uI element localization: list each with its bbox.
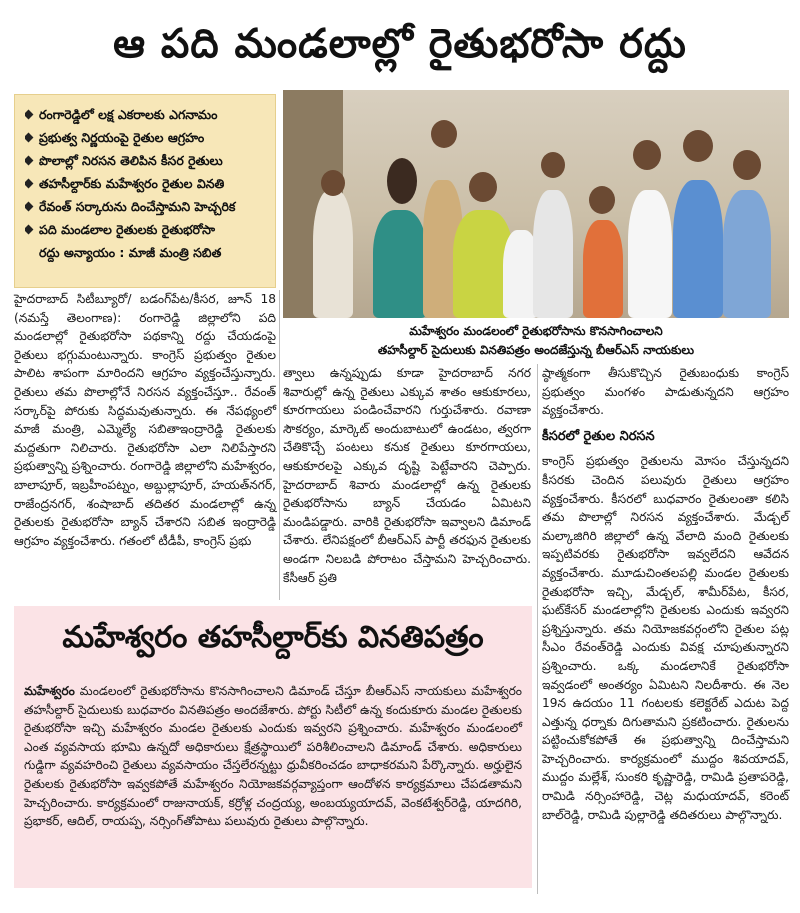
highlight-item: ప్రభుత్వ నిర్ణయంపై రైతుల ఆగ్రహం bbox=[25, 126, 267, 149]
diamond-bullet-icon bbox=[25, 179, 33, 189]
diamond-bullet-icon bbox=[25, 225, 33, 235]
diamond-bullet-icon bbox=[25, 156, 33, 166]
highlights-box bbox=[14, 94, 276, 288]
highlight-item: రేవంత్ సర్కారును దించేస్తామని హెచ్చరిక bbox=[25, 195, 267, 218]
subheading-keesara: కీసరలో రైతుల నిరసన bbox=[542, 428, 655, 444]
article-column-3: ష్ఠాత్మకంగా తీసుకొచ్చిన రైతుబంధుకు కాంగ్రెస్ ప్రభుత్వం మంగళం పాడుతున్నదని ఆగ్రహం వ్యక్తంచేశారు. కీసరలో రైతుల నిరసన కాంగ్రెస్ ప్రభుత్వం రైతులను మోసం చేస్తున్నదని కీసరకు చెందిన పలువురు రైతులు ఆగ్రహం వ్యక్తంచేశారు. కీసరలో బుధవారం రైతులంతా కలిసి తమ పొలాల్లో నిరసన వ్యక్తంచేశారు. మేడ్చల్ మల్కాజిగిరి జిల్లాలో ఉన్న వేలాది మంది రైతులకు ఇప్పటివరకు రైతుభరోసా ఇవ్వలేదని ఆవేదన వ్యక్తంచేశారు. మూడుచింతలపల్లి మండల రైతులకు రైతుభరోసా ఇచ్చి, మేడ్చల్, శామీర్‌పేట, కీసర, ఘట్‌కేసర్ మండలాల్లోని రైతులకు ఎందుకు ఇవ్వరని ప్రశ్నిస్తున్నారు. తమ నియోజకవర్గంలోని రైతుల పట్ల సీఎం రేవంత్‌రెడ్డి ఎందుకు వివక్ష చూపుతున్నారని ప్రశ్నించారు. ఒక్క మండలానికే రైతుభరోసా ఇవ్వడంలో అంతర్యం ఏమిటని నిలదీశారు. ఈ నెల 19న ఉదయం 11 గంటలకు కలెక్టరేట్ ఎదుట పెద్ద ఎత్తున్న ధర్నాకు దిగుతామని ప్రకటించారు. రైతులను పట్టించుకోకపోతే ఈ ప్రభుత్వాన్ని దించేస్తామని హెచ్చరించారు. కార్యక్రమంలో ముద్దం శివయాదవ్, ముద్దం మల్లేశ్, సుంకరి కృష్ణారెడ్డి, రామిడి ప్రతాపరెడ్డి, రామిడి నర్సింహారెడ్డి, చెట్ల మధుయాదవ్, కరెంట్ బాల్‌రెడ్డి, రామిడి పుల్లారెడ్డి తదితరులు పాల్గొన్నారు. bbox=[542, 366, 789, 822]
highlight-item: పది మండలాల రైతులకు రైతుభరోసా bbox=[25, 218, 267, 241]
photo-caption: మహేశ్వరం మండలంలో రైతుభరోసాను కొనసాగించాలని తహసీల్దార్ సైదులుకు వినతిపత్రం అందజేస్తున్న బీఆర్ఎస్ నాయకులు bbox=[377, 324, 695, 357]
box-article bbox=[14, 676, 532, 888]
headline: ఆ పది మండలాల్లో రైతుభరోసా రద్దు bbox=[113, 21, 687, 67]
column-divider bbox=[537, 364, 538, 894]
highlight-item: పొలాల్లో నిరసన తెలిపిన కీసర రైతులు bbox=[25, 149, 267, 172]
box-headline: మహేశ్వరం తహసీల్దార్‌కు వినతిపత్రం bbox=[14, 606, 532, 676]
diamond-bullet-icon bbox=[25, 110, 33, 120]
box-lead: మహేశ్వరం bbox=[24, 684, 75, 698]
box-body: మండలంలో రైతుభరోసాను కొనసాగించాలని డిమాండ్ చేస్తూ బీఆర్ఎస్ నాయకులు మహేశ్వరం తహసీల్దార్ సైదులుకు బుధవారం వినతిపత్రం అందజేశారు. పోర్టు సిటీలో ఉన్న కందుకూరు మండల రైతులకు రైతుభరోసా ఇచ్చి మహేశ్వరం మండల రైతులకు ఎందుకు ఇవ్వరని ప్రశ్నించారు. మహేశ్వరం మండలంలో ఎంత వ్యవసాయ భూమి ఉన్నదో అధికారులు క్షేత్రస్థాయిలో పరిశీలించాలని డిమాండ్ చేశారు. అధికారులు గుడ్డిగా వ్యవహరించి రైతులు వ్యవసాయం చేస్తలేరన్నట్టు ధ్రువీకరించడం బాధాకరమని పేర్కొన్నారు. అర్హులైన రైతులకు రైతుభరోసా ఇవ్వకపోతే మహేశ్వరం నియోజకవర్గవ్యాప్తంగా ఆందోళన కార్యక్రమాలు చేపడతామని హెచ్చరించారు. కార్యక్రమంలో రాజునాయక్, కర్రోళ్ల చంద్రయ్య, అంబయ్యయాదవ్, వెంకటేశ్వర్‌రెడ్డి, యాదగిరి, ప్రభాకర్, ఆదిల్, రాయప్ప, నర్సింగ్‌తోపాటు పలువురు రైతులు పాల్గొన్నారు. bbox=[24, 684, 522, 829]
highlight-item: రంగారెడ్డిలో లక్ష ఎకరాలకు ఎగనామం bbox=[25, 103, 267, 126]
article-column-1: హైదరాబాద్ సిటీబ్యూరో/ బడంగ్‌పేట/కీసర, జూన్ 18 (నమస్తే తెలంగాణ): రంగారెడ్డి జిల్లాలోని పది మండలాల్లో రైతుభరోసా పథకాన్ని రద్దు చేయడంపై రైతులు భగ్గుమంటున్నారు. కాంగ్రెస్ ప్రభుత్వం రైతుల పాలిట శాపంగా మారిందని ఆగ్రహం వ్యక్తంచేస్తున్నారు. రైతులు తమ పొలాల్లోనే నిరసన వ్యక్తంచేస్తూ.. రేవంత్ సర్కార్‌పై పోరుకు సిద్ధమవుతున్నారు. ఈ నేపథ్యంలో మాజీ మంత్రి, ఎమ్మెల్యే సబితాఇంద్రారెడ్డి రైతులకు మద్దతుగా నిలిచారు. రైతుభరోసా ఎలా నిలిపేస్తారని ప్రభుత్వాన్ని ప్రశ్నించారు. రంగారెడ్డి జిల్లాలోని మహేశ్వరం, బాలాపూర్, ఇబ్రహీంపట్నం, అబ్దుల్లాపూర్, హయత్‌నగర్, రాజేంద్రనగర్, శంషాబాద్ తదితర మండలాల్లో ఉన్న రైతులకు రైతుభరోసా బ్యాన్ చేశారని సబిత ఇంద్రారెడ్డి ఆగ్రహం వ్యక్తంచేశారు. గతంలో టీడీపీ, కాంగ్రెస్ ప్రభు bbox=[14, 292, 276, 548]
article-column-2: త్వాలు ఉన్నప్పుడు కూడా హైదరాబాద్ నగర శివారుల్లో ఉన్న రైతులు ఎక్కువ శాతం ఆకుకూరలు, కూరగాయలు పండించేవారని గుర్తుచేశారు. రవాణా సౌకర్యం, మార్కెట్ అందుబాటులో ఉండటం, త్వరగా చేతికొచ్చే పంటలు కనుక రైతులు కూరగాయలు, ఆకుకూరలపై ఎక్కువ దృష్టి పెట్టేవారని చెప్పారు. హైదరాబాద్ శివారు మండలాల్లో ఉన్న రైతులకు రైతుభరోసాను బ్యాన్ చేయడం ఏమిటని మండిపడ్డారు. వారికి రైతుభరోసా ఇవ్వాలని డిమాండ్ చేశారు. లేనిపక్షంలో బీఆర్ఎస్ పార్టీ తరఫున రైతులకు అండగా నిలబడి పోరాటం చేస్తామని హెచ్చరించారు. కేసీఆర్ ప్రతి bbox=[283, 366, 531, 585]
diamond-bullet-icon bbox=[25, 133, 33, 143]
column-divider bbox=[279, 290, 280, 600]
highlight-item: తహసీల్దార్‌కు మహేశ్వరం రైతుల వినతి bbox=[25, 172, 267, 195]
news-photo bbox=[283, 90, 789, 318]
highlight-item-continued: రద్దు అన్యాయం : మాజీ మంత్రి సబిత bbox=[39, 245, 222, 260]
diamond-bullet-icon bbox=[25, 202, 33, 212]
